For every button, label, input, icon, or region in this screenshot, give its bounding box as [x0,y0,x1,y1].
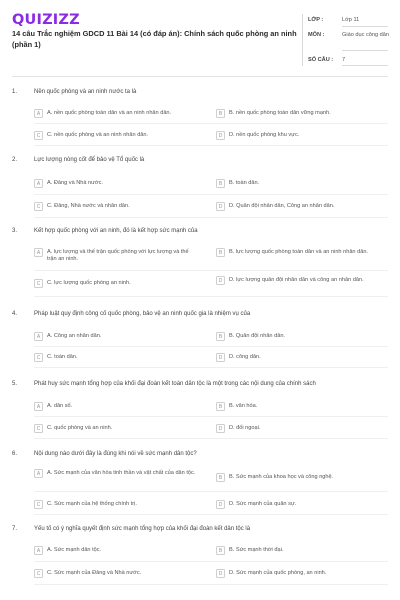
option-divider [34,145,388,146]
option-text: A. Sức mạnh của văn hóa tinh thần và vật chất của dân tộc. [47,470,196,476]
meta-class-value: Lớp 11 [342,17,360,23]
meta-subject-label: MÔN : [308,32,325,38]
option-letter-badge: B [216,248,225,257]
option-divider [34,438,388,439]
option-letter-badge: B [216,473,225,482]
option-text: C. toàn dân. [47,354,78,360]
option-letter-badge: D [216,131,225,140]
option-divider [34,584,388,585]
option-letter-badge: A [34,546,43,555]
worksheet-title: 14 câu Trắc nghiệm GDCD 11 Bài 14 (có đáp án): Chính sách quốc phòng an ninh (phần 1) [12,29,297,49]
question-text: Phát huy sức mạnh tổng hợp của khối đại đoàn kết toàn dân tộc là một trong các nội dung của chính sách [34,381,316,387]
option-c[interactable] [34,500,199,509]
question-number: 3. [12,228,18,234]
meta-line [342,65,388,66]
question-text: Pháp luật quy định công cố quốc phòng, bảo vệ an ninh quốc gia là nhiệm vụ của [34,311,251,317]
option-divider [34,491,388,492]
option-d[interactable] [216,424,381,433]
option-text: C. Đảng, Nhà nước và nhân dân. [47,203,130,209]
option-divider [34,123,388,124]
option-letter-badge: C [34,569,43,578]
meta-line [342,26,388,27]
option-b[interactable] [216,109,381,118]
option-text: C. Sức mạnh của Đảng và Nhà nước. [47,570,142,576]
option-a[interactable] [34,332,199,341]
option-a[interactable] [34,546,199,555]
option-c[interactable] [34,353,199,362]
option-divider [34,367,388,368]
option-divider [34,346,388,347]
option-divider [34,416,388,417]
option-text: B. Sức mạnh của khoa học và công nghệ. [229,474,334,480]
option-letter-badge: D [216,569,225,578]
meta-line [342,50,388,51]
option-divider [34,296,388,297]
option-d[interactable] [216,131,381,140]
question-number: 4. [12,311,18,317]
question-text: Yếu tố có ý nghĩa quyết định sức mạnh tổng hợp của khối đại đoàn kết dân tộc là [34,526,251,532]
option-text: C. nền quốc phòng và an ninh nhân dân. [47,132,149,138]
option-c[interactable] [34,202,199,211]
option-text: B. toàn dân. [229,180,260,186]
option-c[interactable] [34,131,199,140]
option-letter-badge: A [34,109,43,118]
option-b[interactable] [216,332,381,341]
header-divider [302,14,303,66]
option-c[interactable] [34,569,199,578]
option-divider [34,561,388,562]
option-a[interactable] [34,402,199,411]
question-number: 5. [12,381,18,387]
option-text: C. lực lượng quốc phòng an ninh. [47,280,131,286]
option-letter-badge: A [34,332,43,341]
option-letter-badge: C [34,424,43,433]
option-b[interactable] [216,402,381,411]
option-text: D. công dân. [229,354,261,360]
question-text: Lực lượng nòng cốt để bảo vệ Tổ quốc là [34,157,145,163]
option-text: A. nền quốc phòng toàn dân và an ninh nhân dân. [47,110,172,116]
option-text: D. Sức mạnh của quân sự. [229,501,297,507]
option-text: B. văn hóa. [229,403,258,409]
option-text: A. dân số. [47,403,73,409]
option-letter-badge: B [216,109,225,118]
option-letter-badge: B [216,402,225,411]
option-b[interactable] [216,473,381,482]
question-text: Nội dung nào dưới đây là đúng khi nói về sức mạnh dân tộc? [34,451,197,457]
option-letter-badge: D [216,353,225,362]
option-a[interactable] [34,248,199,263]
option-letter-badge: C [34,500,43,509]
option-text: B. nền quốc phòng toàn dân vững mạnh. [229,110,331,116]
option-b[interactable] [216,248,381,257]
option-d[interactable] [216,276,381,285]
option-text: C. quốc phòng và an ninh. [47,425,113,431]
option-b[interactable] [216,179,381,188]
option-letter-badge: D [216,202,225,211]
option-a[interactable] [34,179,199,188]
option-letter-badge: B [216,179,225,188]
option-divider [34,194,388,195]
option-letter-badge: D [216,424,225,433]
option-letter-badge: A [34,179,43,188]
option-d[interactable] [216,500,381,509]
option-letter-badge: B [216,332,225,341]
option-divider [34,217,388,218]
question-number: 7. [12,526,18,532]
option-letter-badge: C [34,279,43,288]
option-c[interactable] [34,279,199,288]
option-divider [34,514,388,515]
meta-class-label: LỚP : [308,17,324,23]
option-text: B. Sức mạnh thời đại. [229,547,284,553]
meta-count-value: 7 [342,57,346,63]
option-text: A. Đảng và Nhà nước. [47,180,103,186]
question-number: 1. [12,89,18,95]
quizizz-logo: QUIZIZZ [12,12,80,28]
option-letter-badge: A [34,402,43,411]
option-c[interactable] [34,424,199,433]
option-d[interactable] [216,202,381,211]
option-a[interactable] [34,469,199,478]
option-text: B. Quân đội nhân dân. [229,333,285,339]
option-text: A. Sức mạnh dân tộc. [47,547,102,553]
option-text: D. nền quốc phòng khu vực. [229,132,300,138]
question-text: Kết hợp quốc phòng với an ninh, đó là kết hợp sức mạnh của [34,228,198,234]
option-letter-badge: A [34,469,43,478]
option-d[interactable] [216,353,381,362]
option-letter-badge: A [34,248,43,257]
option-divider [34,270,388,271]
header-rule [12,76,388,77]
worksheet-header [0,0,400,78]
meta-subject-value: Giáo dục công dân [342,32,389,38]
question-number: 6. [12,451,18,457]
option-text: C. Sức mạnh của hệ thống chính trị. [47,501,137,507]
option-text: D. lực lượng quân đội nhân dân và công an nhân dân. [229,277,364,283]
option-letter-badge: D [216,276,225,285]
option-a[interactable] [34,109,199,118]
option-text: A. Công an nhân dân. [47,333,102,339]
meta-count-label: SỐ CÂU : [308,57,334,63]
option-letter-badge: C [34,202,43,211]
option-text: D. Quân đội nhân dân, Công an nhân dân. [229,203,335,209]
question-text: Nền quốc phòng và an ninh nước ta là [34,89,137,95]
option-letter-badge: B [216,546,225,555]
option-text: A. lực lượng và thế trận quốc phòng với lực lượng và thế trận an ninh. [47,249,189,262]
option-text: D. Sức mạnh của quốc phòng, an ninh. [229,570,327,576]
option-letter-badge: D [216,500,225,509]
option-text: B. lực lượng quốc phòng toàn dân và an ninh nhân dân. [229,249,368,255]
option-b[interactable] [216,546,381,555]
option-d[interactable] [216,569,381,578]
option-text: D. đối ngoại. [229,425,261,431]
question-number: 2. [12,157,18,163]
option-letter-badge: C [34,353,43,362]
option-letter-badge: C [34,131,43,140]
